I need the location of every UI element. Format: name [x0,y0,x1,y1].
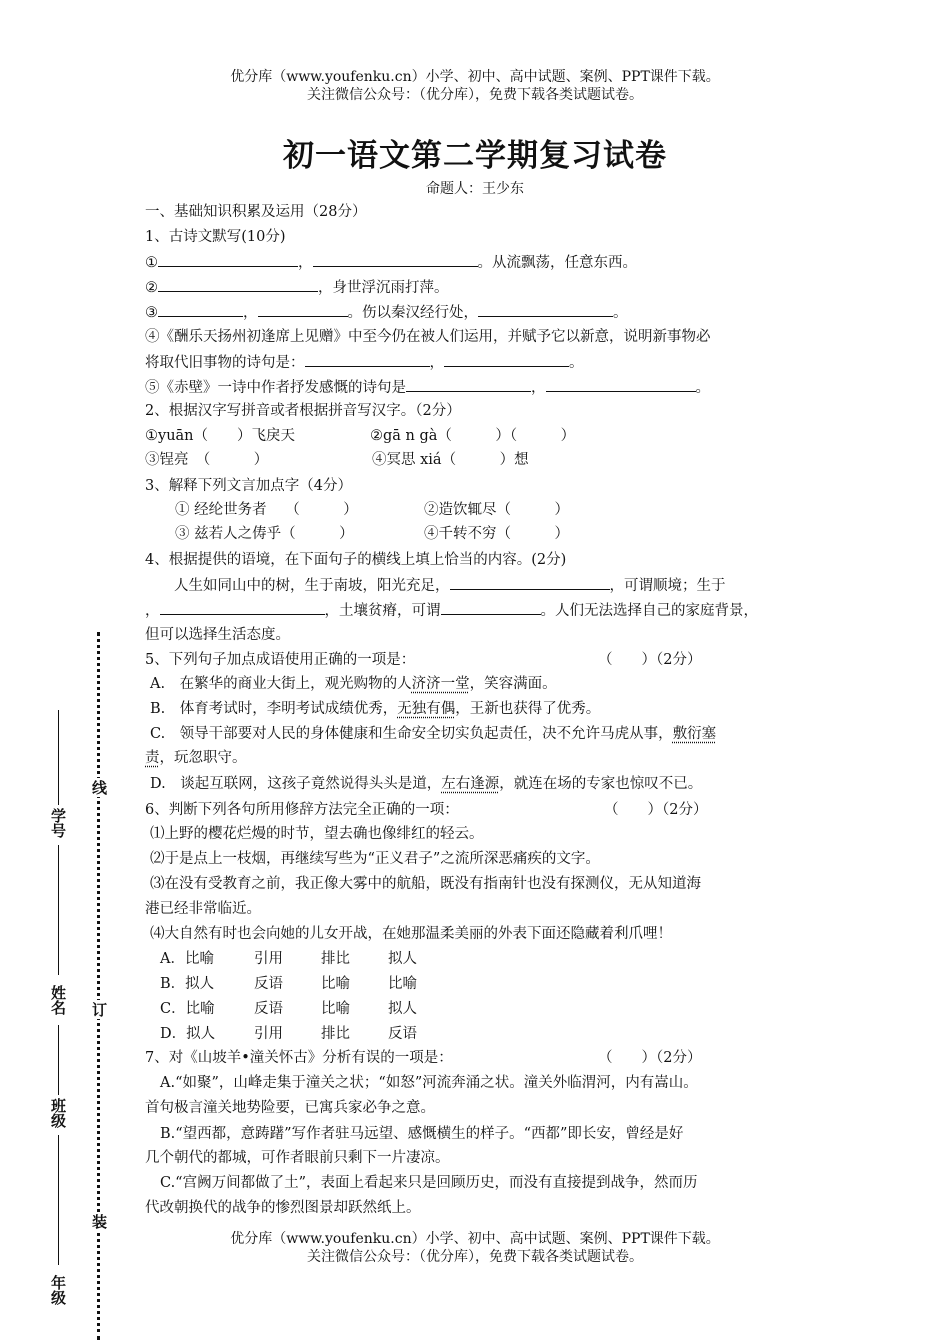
binding-label-zhuang: 装 [90,1214,108,1229]
q1-item-2: ② ，身世浮沉雨打萍。 [145,277,449,298]
q6-option-b: B．拟人 反语 比喻 比喻 [160,976,417,992]
q7-option-c-cont: 代改朝换代的战争的惨烈图景却跃然纸上。 [145,1200,421,1216]
field-line-nianji[interactable] [58,1135,59,1265]
q7-option-b-cont: 几个朝代的都城，可作者眼前只剩下一片凄凉。 [145,1150,450,1166]
q6-sentence-2: ⑵于是点上一枝烟，再继续写些为“正义君子”之流所深恶痛疾的文字。 [150,851,600,867]
answer-blank[interactable] [406,377,531,392]
page-title: 初一语文第二学期复习试卷 [283,138,667,174]
q4-line-1: 人生如同山中的树，生于南坡，阳光充足， ，可谓顺境；生于 [174,575,726,596]
q7-option-a-cont: 首句极言潼关地势险要，已寓兵家必争之意。 [145,1100,435,1116]
label-student-id: 学号 [49,808,67,838]
header-line-1: 优分库（www.youfenku.cn）小学、初中、高中试题、案例、PPT课件下载。 [230,69,720,85]
footer-line-1: 优分库（www.youfenku.cn）小学、初中、高中试题、案例、PPT课件下载。 [230,1231,720,1247]
q1-item-4-line-1: ④《酬乐天扬州初逢席上见赠》中至今仍在被人们运用，并赋予它以新意，说明新事物必 [145,329,711,345]
footer-line-2: 关注微信公众号：（优分库），免费下载各类试题试卷。 [307,1249,643,1265]
q2-item-4: ④冥思 xiá（ ）想 [372,452,529,468]
answer-blank[interactable] [258,302,348,317]
binding-label-ding: 订 [90,1002,108,1017]
q1-item-4-line-2: 将取代旧事物的诗句是： ， 。 [145,352,584,373]
q4-heading: 4、根据提供的语境，在下面句子的横线上填上恰当的内容。(2分) [145,552,567,568]
q7-answer-paren: （ ）（2分） [598,1050,702,1066]
q6-option-d: D．拟人 引用 排比 反语 [160,1026,417,1042]
q6-sentence-3-cont: 港已经非常临近。 [145,901,261,917]
q4-line-3: 但可以选择生活态度。 [145,627,290,643]
label-name: 姓名 [49,985,67,1015]
q5-option-d: D. 谈起互联网，这孩子竟然说得头头是道，左右逢源，就连在场的专家也惊叹不已。 [150,776,703,792]
q1-item-1: ① ， 。从流飘荡，任意东西。 [145,252,637,273]
q5-option-b: B. 体育考试时，李明考试成绩优秀，无独有偶，王新也获得了优秀。 [150,701,601,717]
answer-blank[interactable] [444,352,569,367]
answer-blank[interactable] [450,575,610,590]
q3-item-1: ① 经纶世务者 （ ） [175,502,358,518]
q5-heading: 5、下列句子加点成语使用正确的一项是： [145,652,416,668]
q6-answer-paren: （ ）（2分） [604,802,708,818]
q6-option-a: A．比喻 引用 排比 拟人 [160,951,417,967]
q6-heading: 6、判断下列各句所用修辞方法完全正确的一项： [145,802,459,818]
q5-option-c: C. 领导干部要对人民的身体健康和生命安全切实负起责任，决不允许马虎从事，敷衍塞 [150,726,717,742]
q2-heading: 2、根据汉字写拼音或者根据拼音写汉字。（2分） [145,403,461,419]
answer-blank[interactable] [158,302,243,317]
answer-blank[interactable] [160,600,325,615]
answer-blank[interactable] [546,377,696,392]
q5-option-a: A. 在繁华的商业大街上，观光购物的人济济一堂，笑容满面。 [150,676,557,692]
q6-sentence-4: ⑷大自然有时也会向她的儿女开战，在她那温柔美丽的外表下面还隐藏着利爪哩！ [150,926,672,942]
q4-line-2: ， ，土壤贫瘠，可谓 。人们无法选择自己的家庭背景， [145,600,758,621]
q7-option-c: C.“宫阙万间都做了土”，表面上看起来只是回顾历史，而没有直接提到战争，然而历 [160,1175,698,1191]
q3-item-4: ④千转不穷（ ） [424,526,569,542]
answer-blank[interactable] [158,277,318,292]
answer-blank[interactable] [478,302,613,317]
field-line-banji[interactable] [58,1025,59,1095]
answer-blank[interactable] [158,252,298,267]
q5-answer-paren: （ ）（2分） [598,652,702,668]
label-grade: 年级 [49,1275,67,1305]
header-line-2: 关注微信公众号：（优分库），免费下载各类试题试卷。 [307,87,643,103]
q7-heading: 7、对《山坡羊•潼关怀古》分析有误的一项是： [145,1050,453,1066]
q6-sentence-1: ⑴上野的樱花烂熳的时节，望去确也像绯红的轻云。 [150,826,484,842]
q1-item-3: ③ ， 。伤以秦汉经行处， 。 [145,302,628,323]
binding-dotted-line [97,632,100,1340]
answer-blank[interactable] [305,352,430,367]
q7-option-a: A.“如聚”，山峰走集于潼关之状；“如怒”河流奔涌之状。潼关外临渭河，内有嵩山。 [160,1075,698,1091]
q7-option-b: B.“望西都，意踌躇”写作者驻马远望、感慨横生的样子。“西都”即长安，曾经是好 [160,1126,684,1142]
q3-heading: 3、解释下列文言加点字（4分） [145,478,352,494]
section-1-heading: 一、基础知识积累及运用（28分） [145,204,367,220]
binding-label-xian: 线 [90,780,108,795]
q5-option-c-cont: 责，玩忽职守。 [145,750,247,766]
q3-item-3: ③ 兹若人之俦乎（ ） [175,526,354,542]
answer-blank[interactable] [313,252,478,267]
field-line-xingming[interactable] [58,845,59,975]
q3-item-2: ②造饮辄尽（ ） [424,502,569,518]
author: 命题人：王少东 [426,181,524,197]
q6-option-c: C．比喻 反语 比喻 拟人 [160,1001,417,1017]
field-line-xuehao[interactable] [58,710,59,805]
q1-item-5: ⑤《赤壁》一诗中作者抒发感慨的诗句是 ， 。 [145,377,710,398]
q1-heading: 1、古诗文默写(10分) [145,229,286,245]
q6-sentence-3: ⑶在没有受教育之前，我正像大雾中的航船，既没有指南针也没有探测仪，无从知道海 [150,876,701,892]
q2-item-1: ①yuān（ ）飞戾天 [145,428,296,444]
label-class: 班级 [49,1098,67,1128]
q2-item-3: ③锃亮 （ ） [145,452,269,468]
q2-item-2: ②gā n gà（ ）（ ） [370,428,576,444]
answer-blank[interactable] [441,600,541,615]
